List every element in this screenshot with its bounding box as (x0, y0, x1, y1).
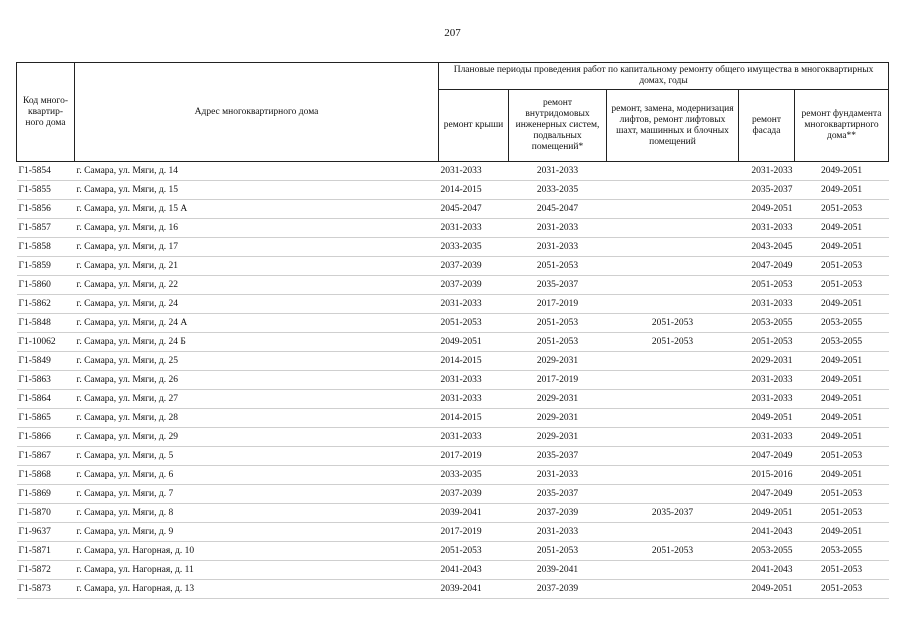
lifts-period-cell (607, 181, 739, 200)
engineering-period-cell: 2037-2039 (509, 504, 607, 523)
header-roof: ремонт крыши (439, 90, 509, 162)
facade-period-cell: 2031-2033 (739, 428, 795, 447)
house-code-cell: Г1-5871 (17, 542, 75, 561)
facade-period-cell: 2041-2043 (739, 561, 795, 580)
address-cell: г. Самара, ул. Нагорная, д. 13 (75, 580, 439, 599)
foundation-period-cell: 2049-2051 (795, 523, 889, 542)
facade-period-cell: 2049-2051 (739, 200, 795, 219)
foundation-period-cell: 2051-2053 (795, 447, 889, 466)
table-row (17, 428, 889, 447)
address-cell: г. Самара, ул. Мяги, д. 14 (75, 162, 439, 181)
lifts-period-cell (607, 238, 739, 257)
table-row (17, 352, 889, 371)
roof-period-cell: 2051-2053 (439, 314, 509, 333)
foundation-period-cell: 2049-2051 (795, 238, 889, 257)
foundation-period-cell: 2049-2051 (795, 219, 889, 238)
facade-period-cell: 2031-2033 (739, 295, 795, 314)
lifts-period-cell (607, 409, 739, 428)
address-cell: г. Самара, ул. Мяги, д. 6 (75, 466, 439, 485)
foundation-period-cell: 2053-2055 (795, 314, 889, 333)
lifts-period-cell (607, 352, 739, 371)
foundation-period-cell: 2051-2053 (795, 276, 889, 295)
table-row (17, 390, 889, 409)
foundation-period-cell: 2049-2051 (795, 162, 889, 181)
table-row (17, 219, 889, 238)
facade-period-cell: 2051-2053 (739, 276, 795, 295)
address-cell: г. Самара, ул. Мяги, д. 15 А (75, 200, 439, 219)
facade-period-cell: 2049-2051 (739, 580, 795, 599)
roof-period-cell: 2039-2041 (439, 580, 509, 599)
engineering-period-cell: 2029-2031 (509, 409, 607, 428)
table-row (17, 485, 889, 504)
engineering-period-cell: 2035-2037 (509, 447, 607, 466)
address-cell: г. Самара, ул. Мяги, д. 7 (75, 485, 439, 504)
roof-period-cell: 2037-2039 (439, 485, 509, 504)
roof-period-cell: 2041-2043 (439, 561, 509, 580)
roof-period-cell: 2031-2033 (439, 390, 509, 409)
table-body (17, 162, 889, 599)
house-code-cell: Г1-5848 (17, 314, 75, 333)
roof-period-cell: 2039-2041 (439, 504, 509, 523)
house-code-cell: Г1-5865 (17, 409, 75, 428)
engineering-period-cell: 2045-2047 (509, 200, 607, 219)
foundation-period-cell: 2049-2051 (795, 428, 889, 447)
engineering-period-cell: 2029-2031 (509, 390, 607, 409)
address-cell: г. Самара, ул. Мяги, д. 8 (75, 504, 439, 523)
engineering-period-cell: 2035-2037 (509, 276, 607, 295)
house-code-cell: Г1-5867 (17, 447, 75, 466)
engineering-period-cell: 2031-2033 (509, 523, 607, 542)
table-row (17, 181, 889, 200)
roof-period-cell: 2017-2019 (439, 447, 509, 466)
address-cell: г. Самара, ул. Мяги, д. 17 (75, 238, 439, 257)
foundation-period-cell: 2051-2053 (795, 504, 889, 523)
capital-repair-table (16, 62, 889, 599)
header-engineering: ремонт внутридомовых инженерных систем, подвальных помещений* (509, 90, 607, 162)
house-code-cell: Г1-5873 (17, 580, 75, 599)
house-code-cell: Г1-5854 (17, 162, 75, 181)
engineering-period-cell: 2029-2031 (509, 352, 607, 371)
engineering-period-cell: 2051-2053 (509, 314, 607, 333)
header-lifts: ремонт, замена, модернизация лифтов, ремонт лифтовых шахт, машинных и блочных помещений (607, 90, 739, 162)
house-code-cell: Г1-5859 (17, 257, 75, 276)
lifts-period-cell (607, 276, 739, 295)
engineering-period-cell: 2029-2031 (509, 428, 607, 447)
facade-period-cell: 2053-2055 (739, 314, 795, 333)
address-cell: г. Самара, ул. Мяги, д. 15 (75, 181, 439, 200)
roof-period-cell: 2014-2015 (439, 352, 509, 371)
header-planned-periods: Плановые периоды проведения работ по капитальному ремонту общего имущества в многоквартирных домах, годы (439, 63, 889, 90)
foundation-period-cell: 2049-2051 (795, 390, 889, 409)
facade-period-cell: 2047-2049 (739, 257, 795, 276)
table-row (17, 200, 889, 219)
foundation-period-cell: 2053-2055 (795, 542, 889, 561)
house-code-cell: Г1-5860 (17, 276, 75, 295)
house-code-cell: Г1-5862 (17, 295, 75, 314)
lifts-period-cell: 2051-2053 (607, 333, 739, 352)
facade-period-cell: 2029-2031 (739, 352, 795, 371)
lifts-period-cell (607, 390, 739, 409)
address-cell: г. Самара, ул. Мяги, д. 25 (75, 352, 439, 371)
lifts-period-cell (607, 466, 739, 485)
facade-period-cell: 2031-2033 (739, 219, 795, 238)
header-foundation: ремонт фундамента многоквартирного дома** (795, 90, 889, 162)
facade-period-cell: 2051-2053 (739, 333, 795, 352)
foundation-period-cell: 2051-2053 (795, 257, 889, 276)
foundation-period-cell: 2051-2053 (795, 200, 889, 219)
house-code-cell: Г1-5868 (17, 466, 75, 485)
table-row (17, 276, 889, 295)
header-address: Адрес многоквартирного дома (75, 63, 439, 162)
house-code-cell: Г1-5856 (17, 200, 75, 219)
foundation-period-cell: 2053-2055 (795, 333, 889, 352)
table-row (17, 523, 889, 542)
roof-period-cell: 2049-2051 (439, 333, 509, 352)
foundation-period-cell: 2051-2053 (795, 485, 889, 504)
engineering-period-cell: 2031-2033 (509, 466, 607, 485)
facade-period-cell: 2047-2049 (739, 447, 795, 466)
table-row (17, 447, 889, 466)
house-code-cell: Г1-5855 (17, 181, 75, 200)
foundation-period-cell: 2049-2051 (795, 181, 889, 200)
table-row (17, 162, 889, 181)
address-cell: г. Самара, ул. Мяги, д. 27 (75, 390, 439, 409)
table-row (17, 561, 889, 580)
roof-period-cell: 2051-2053 (439, 542, 509, 561)
engineering-period-cell: 2037-2039 (509, 580, 607, 599)
address-cell: г. Самара, ул. Нагорная, д. 10 (75, 542, 439, 561)
address-cell: г. Самара, ул. Мяги, д. 24 (75, 295, 439, 314)
facade-period-cell: 2031-2033 (739, 371, 795, 390)
house-code-cell: Г1-5869 (17, 485, 75, 504)
address-cell: г. Самара, ул. Мяги, д. 29 (75, 428, 439, 447)
roof-period-cell: 2037-2039 (439, 276, 509, 295)
foundation-period-cell: 2049-2051 (795, 295, 889, 314)
facade-period-cell: 2049-2051 (739, 504, 795, 523)
header-code: Код много-квартир-ного дома (17, 63, 75, 162)
table-row (17, 257, 889, 276)
table-row (17, 238, 889, 257)
house-code-cell: Г1-5870 (17, 504, 75, 523)
lifts-period-cell (607, 200, 739, 219)
roof-period-cell: 2031-2033 (439, 428, 509, 447)
lifts-period-cell (607, 219, 739, 238)
address-cell: г. Самара, ул. Мяги, д. 28 (75, 409, 439, 428)
address-cell: г. Самара, ул. Мяги, д. 16 (75, 219, 439, 238)
lifts-period-cell: 2051-2053 (607, 542, 739, 561)
facade-period-cell: 2043-2045 (739, 238, 795, 257)
roof-period-cell: 2033-2035 (439, 466, 509, 485)
lifts-period-cell (607, 371, 739, 390)
engineering-period-cell: 2039-2041 (509, 561, 607, 580)
address-cell: г. Самара, ул. Мяги, д. 5 (75, 447, 439, 466)
engineering-period-cell: 2051-2053 (509, 257, 607, 276)
page-number: 207 (444, 27, 461, 39)
facade-period-cell: 2041-2043 (739, 523, 795, 542)
roof-period-cell: 2031-2033 (439, 162, 509, 181)
foundation-period-cell: 2049-2051 (795, 466, 889, 485)
lifts-period-cell (607, 295, 739, 314)
roof-period-cell: 2014-2015 (439, 409, 509, 428)
address-cell: г. Самара, ул. Нагорная, д. 11 (75, 561, 439, 580)
engineering-period-cell: 2033-2035 (509, 181, 607, 200)
table-row (17, 333, 889, 352)
house-code-cell: Г1-10062 (17, 333, 75, 352)
engineering-period-cell: 2031-2033 (509, 219, 607, 238)
foundation-period-cell: 2051-2053 (795, 561, 889, 580)
house-code-cell: Г1-5858 (17, 238, 75, 257)
engineering-period-cell: 2017-2019 (509, 295, 607, 314)
address-cell: г. Самара, ул. Мяги, д. 26 (75, 371, 439, 390)
table-row (17, 580, 889, 599)
lifts-period-cell (607, 580, 739, 599)
lifts-period-cell (607, 523, 739, 542)
lifts-period-cell (607, 428, 739, 447)
table-row (17, 295, 889, 314)
house-code-cell: Г1-5857 (17, 219, 75, 238)
house-code-cell: Г1-5872 (17, 561, 75, 580)
engineering-period-cell: 2051-2053 (509, 542, 607, 561)
lifts-period-cell: 2051-2053 (607, 314, 739, 333)
address-cell: г. Самара, ул. Мяги, д. 21 (75, 257, 439, 276)
table-row (17, 466, 889, 485)
lifts-period-cell (607, 447, 739, 466)
facade-period-cell: 2031-2033 (739, 390, 795, 409)
engineering-period-cell: 2051-2053 (509, 333, 607, 352)
facade-period-cell: 2049-2051 (739, 409, 795, 428)
roof-period-cell: 2031-2033 (439, 219, 509, 238)
house-code-cell: Г1-5863 (17, 371, 75, 390)
house-code-cell: Г1-5849 (17, 352, 75, 371)
foundation-period-cell: 2049-2051 (795, 371, 889, 390)
facade-period-cell: 2047-2049 (739, 485, 795, 504)
table-header (17, 63, 889, 162)
engineering-period-cell: 2031-2033 (509, 162, 607, 181)
table-row (17, 314, 889, 333)
address-cell: г. Самара, ул. Мяги, д. 24 Б (75, 333, 439, 352)
facade-period-cell: 2053-2055 (739, 542, 795, 561)
roof-period-cell: 2017-2019 (439, 523, 509, 542)
roof-period-cell: 2045-2047 (439, 200, 509, 219)
facade-period-cell: 2015-2016 (739, 466, 795, 485)
house-code-cell: Г1-5866 (17, 428, 75, 447)
engineering-period-cell: 2035-2037 (509, 485, 607, 504)
roof-period-cell: 2031-2033 (439, 371, 509, 390)
roof-period-cell: 2037-2039 (439, 257, 509, 276)
house-code-cell: Г1-9637 (17, 523, 75, 542)
roof-period-cell: 2033-2035 (439, 238, 509, 257)
engineering-period-cell: 2017-2019 (509, 371, 607, 390)
foundation-period-cell: 2051-2053 (795, 580, 889, 599)
facade-period-cell: 2031-2033 (739, 162, 795, 181)
foundation-period-cell: 2049-2051 (795, 409, 889, 428)
lifts-period-cell (607, 162, 739, 181)
lifts-period-cell (607, 485, 739, 504)
address-cell: г. Самара, ул. Мяги, д. 9 (75, 523, 439, 542)
lifts-period-cell (607, 257, 739, 276)
address-cell: г. Самара, ул. Мяги, д. 22 (75, 276, 439, 295)
facade-period-cell: 2035-2037 (739, 181, 795, 200)
table-row (17, 542, 889, 561)
engineering-period-cell: 2031-2033 (509, 238, 607, 257)
table-row (17, 504, 889, 523)
table-row (17, 409, 889, 428)
roof-period-cell: 2014-2015 (439, 181, 509, 200)
lifts-period-cell (607, 561, 739, 580)
header-facade: ремонт фасада (739, 90, 795, 162)
roof-period-cell: 2031-2033 (439, 295, 509, 314)
table-row (17, 371, 889, 390)
address-cell: г. Самара, ул. Мяги, д. 24 А (75, 314, 439, 333)
lifts-period-cell: 2035-2037 (607, 504, 739, 523)
house-code-cell: Г1-5864 (17, 390, 75, 409)
foundation-period-cell: 2049-2051 (795, 352, 889, 371)
